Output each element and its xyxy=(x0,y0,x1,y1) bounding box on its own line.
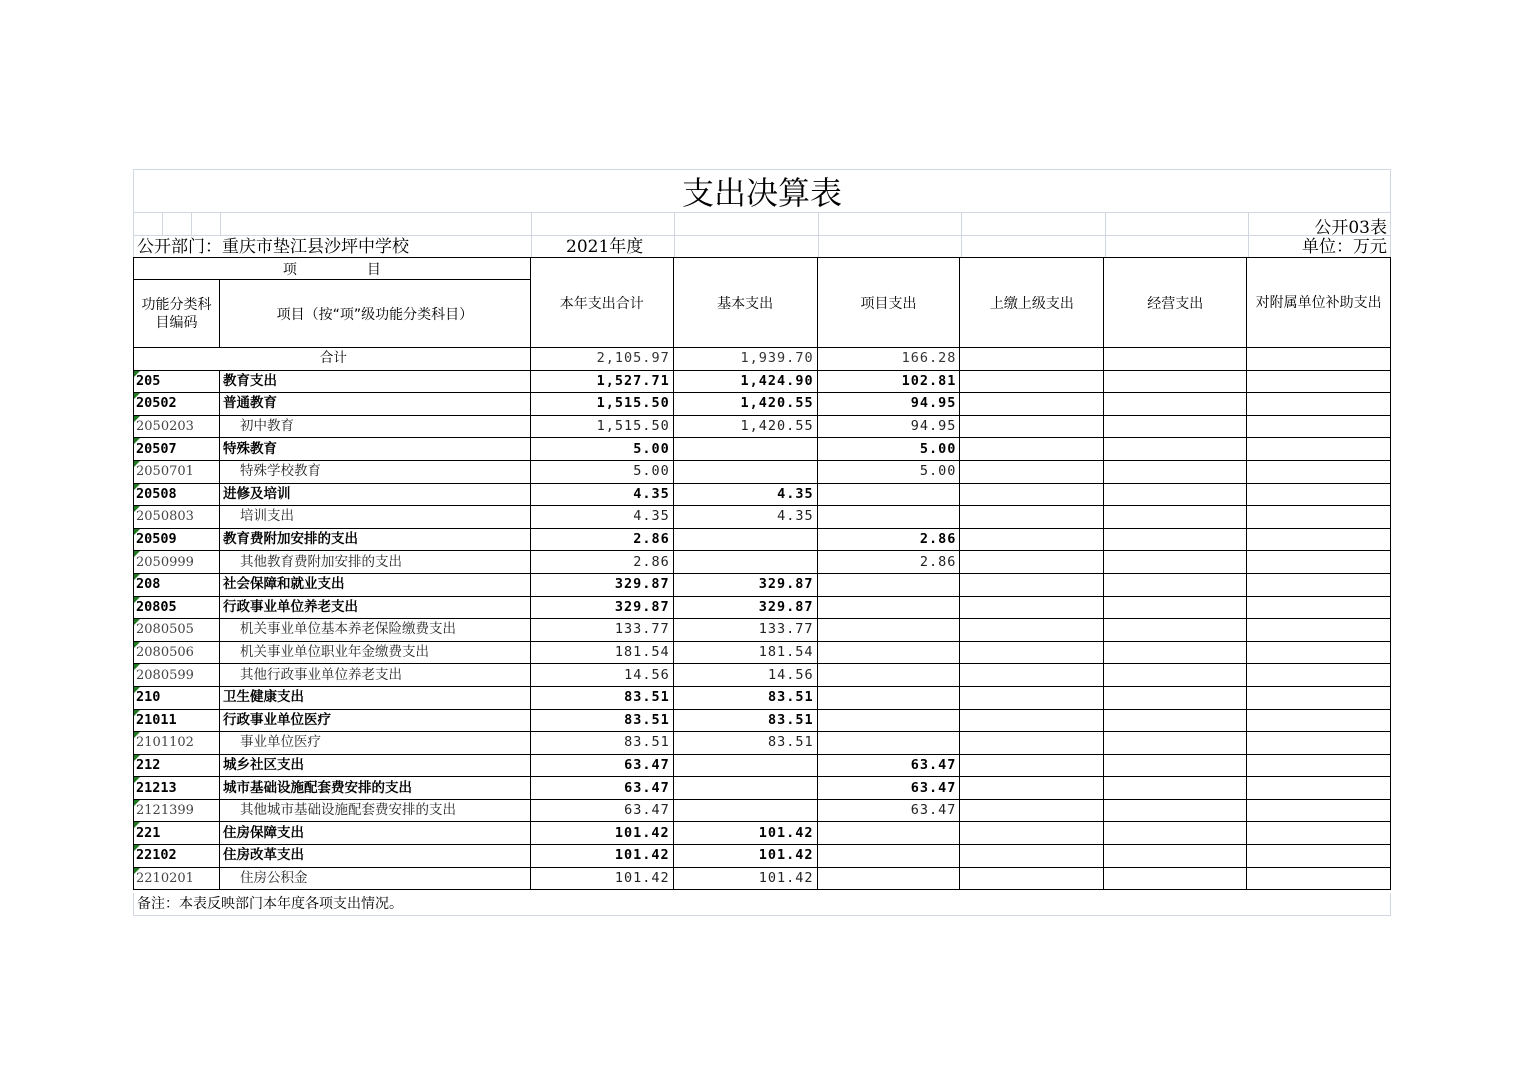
row-total: 101.42 xyxy=(530,845,673,868)
row-subsidy xyxy=(1247,867,1391,890)
row-name: 社会保障和就业支出 xyxy=(219,573,530,596)
row-subsidy xyxy=(1247,641,1391,664)
row-upper xyxy=(960,754,1104,777)
row-business xyxy=(1104,551,1247,574)
row-total: 329.87 xyxy=(530,573,673,596)
row-total: 14.56 xyxy=(530,664,673,687)
row-basic: 181.54 xyxy=(673,641,817,664)
row-business xyxy=(1104,732,1247,755)
row-project xyxy=(817,822,960,845)
row-project xyxy=(817,483,960,506)
row-subsidy xyxy=(1247,619,1391,642)
row-upper xyxy=(960,483,1104,506)
row-code: 20502 xyxy=(134,393,220,416)
total-row xyxy=(134,348,1391,371)
row-basic: 83.51 xyxy=(673,686,817,709)
row-business xyxy=(1104,686,1247,709)
row-basic: 14.56 xyxy=(673,664,817,687)
row-code: 2080599 xyxy=(134,664,220,687)
row-project xyxy=(817,506,960,529)
row-basic: 101.42 xyxy=(673,822,817,845)
row-subsidy xyxy=(1247,822,1391,845)
row-upper xyxy=(960,415,1104,438)
row-name: 特殊学校教育 xyxy=(219,460,530,483)
row-upper xyxy=(960,686,1104,709)
row-project: 63.47 xyxy=(817,777,960,800)
row-total: 63.47 xyxy=(530,799,673,822)
row-business xyxy=(1104,822,1247,845)
table-row xyxy=(134,777,1391,800)
row-project xyxy=(817,664,960,687)
sheet-title: 支出决算表 xyxy=(133,169,1391,212)
row-basic: 1,424.90 xyxy=(673,370,817,393)
row-business xyxy=(1104,664,1247,687)
header-subsidy: 对附属单位补助支出 xyxy=(1247,258,1391,348)
row-upper xyxy=(960,370,1104,393)
row-basic: 101.42 xyxy=(673,845,817,868)
table-row xyxy=(134,754,1391,777)
fiscal-year: 2021年度 xyxy=(566,237,644,257)
row-business xyxy=(1104,393,1247,416)
sub-header-row xyxy=(133,212,1391,238)
table-row xyxy=(134,845,1391,868)
row-code: 205 xyxy=(134,370,220,393)
row-name: 特殊教育 xyxy=(219,438,530,461)
header-basic: 基本支出 xyxy=(673,258,817,348)
table-row xyxy=(134,506,1391,529)
row-subsidy xyxy=(1247,438,1391,461)
row-code: 212 xyxy=(134,754,220,777)
row-project xyxy=(817,641,960,664)
row-business xyxy=(1104,460,1247,483)
header-business: 经营支出 xyxy=(1104,258,1247,348)
row-basic xyxy=(673,777,817,800)
row-upper xyxy=(960,573,1104,596)
table-row xyxy=(134,664,1391,687)
row-business xyxy=(1104,528,1247,551)
row-business xyxy=(1104,754,1247,777)
row-project xyxy=(817,596,960,619)
table-row xyxy=(134,619,1391,642)
table-row xyxy=(134,551,1391,574)
row-code: 2080505 xyxy=(134,619,220,642)
row-project: 2.86 xyxy=(817,551,960,574)
row-subsidy xyxy=(1247,483,1391,506)
row-subsidy xyxy=(1247,596,1391,619)
row-upper xyxy=(960,460,1104,483)
total-sum: 2,105.97 xyxy=(530,348,673,371)
table-row xyxy=(134,438,1391,461)
row-basic: 4.35 xyxy=(673,506,817,529)
row-project: 2.86 xyxy=(817,528,960,551)
expenditure-sheet xyxy=(133,169,1391,916)
row-project xyxy=(817,573,960,596)
row-code: 2050803 xyxy=(134,506,220,529)
row-total: 63.47 xyxy=(530,754,673,777)
table-row xyxy=(134,822,1391,845)
total-subsidy xyxy=(1247,348,1391,371)
row-total: 5.00 xyxy=(530,438,673,461)
row-subsidy xyxy=(1247,528,1391,551)
row-project: 94.95 xyxy=(817,393,960,416)
table-row xyxy=(134,799,1391,822)
row-name: 其他教育费附加安排的支出 xyxy=(219,551,530,574)
row-basic xyxy=(673,799,817,822)
row-project xyxy=(817,619,960,642)
row-total: 83.51 xyxy=(530,686,673,709)
unit-label: 单位：万元 xyxy=(1302,237,1387,257)
row-subsidy xyxy=(1247,777,1391,800)
table-row xyxy=(134,370,1391,393)
row-name: 机关事业单位基本养老保险缴费支出 xyxy=(219,619,530,642)
row-name: 培训支出 xyxy=(219,506,530,529)
row-basic: 329.87 xyxy=(673,573,817,596)
row-subsidy xyxy=(1247,709,1391,732)
row-basic: 83.51 xyxy=(673,709,817,732)
expenditure-table xyxy=(133,257,1391,890)
row-basic: 83.51 xyxy=(673,732,817,755)
row-total: 1,527.71 xyxy=(530,370,673,393)
row-basic xyxy=(673,438,817,461)
row-subsidy xyxy=(1247,460,1391,483)
table-row xyxy=(134,732,1391,755)
row-upper xyxy=(960,867,1104,890)
row-total: 83.51 xyxy=(530,732,673,755)
row-subsidy xyxy=(1247,686,1391,709)
row-business xyxy=(1104,596,1247,619)
row-name: 城市基础设施配套费安排的支出 xyxy=(219,777,530,800)
row-total: 101.42 xyxy=(530,867,673,890)
row-name: 住房保障支出 xyxy=(219,822,530,845)
table-row xyxy=(134,460,1391,483)
row-basic: 101.42 xyxy=(673,867,817,890)
row-code: 2050701 xyxy=(134,460,220,483)
row-project: 5.00 xyxy=(817,460,960,483)
row-name: 行政事业单位医疗 xyxy=(219,709,530,732)
row-upper xyxy=(960,664,1104,687)
row-name: 普通教育 xyxy=(219,393,530,416)
row-code: 21011 xyxy=(134,709,220,732)
row-name: 城乡社区支出 xyxy=(219,754,530,777)
row-code: 21213 xyxy=(134,777,220,800)
table-body xyxy=(134,348,1391,890)
row-total: 4.35 xyxy=(530,506,673,529)
row-name: 机关事业单位职业年金缴费支出 xyxy=(219,641,530,664)
row-code: 20508 xyxy=(134,483,220,506)
row-subsidy xyxy=(1247,551,1391,574)
row-code: 2101102 xyxy=(134,732,220,755)
row-total: 1,515.50 xyxy=(530,415,673,438)
row-basic: 329.87 xyxy=(673,596,817,619)
row-total: 133.77 xyxy=(530,619,673,642)
row-upper xyxy=(960,528,1104,551)
total-upper xyxy=(960,348,1104,371)
row-subsidy xyxy=(1247,506,1391,529)
row-code: 22102 xyxy=(134,845,220,868)
table-row xyxy=(134,415,1391,438)
row-subsidy xyxy=(1247,415,1391,438)
row-code: 20805 xyxy=(134,596,220,619)
row-basic xyxy=(673,551,817,574)
row-code: 2210201 xyxy=(134,867,220,890)
total-project: 166.28 xyxy=(817,348,960,371)
row-total: 2.86 xyxy=(530,528,673,551)
row-total: 83.51 xyxy=(530,709,673,732)
row-business xyxy=(1104,777,1247,800)
row-business xyxy=(1104,573,1247,596)
row-name: 其他行政事业单位养老支出 xyxy=(219,664,530,687)
row-basic xyxy=(673,528,817,551)
row-upper xyxy=(960,641,1104,664)
row-name: 行政事业单位养老支出 xyxy=(219,596,530,619)
row-total: 181.54 xyxy=(530,641,673,664)
row-subsidy xyxy=(1247,845,1391,868)
row-code: 2050203 xyxy=(134,415,220,438)
row-upper xyxy=(960,506,1104,529)
row-upper xyxy=(960,777,1104,800)
row-total: 329.87 xyxy=(530,596,673,619)
table-row xyxy=(134,483,1391,506)
header-upper: 上缴上级支出 xyxy=(960,258,1104,348)
row-code: 2121399 xyxy=(134,799,220,822)
row-name: 住房公积金 xyxy=(219,867,530,890)
row-business xyxy=(1104,641,1247,664)
row-name: 教育费附加安排的支出 xyxy=(219,528,530,551)
row-project: 102.81 xyxy=(817,370,960,393)
row-upper xyxy=(960,732,1104,755)
row-basic xyxy=(673,460,817,483)
row-upper xyxy=(960,551,1104,574)
row-upper xyxy=(960,393,1104,416)
total-business xyxy=(1104,348,1247,371)
row-name: 住房改革支出 xyxy=(219,845,530,868)
row-upper xyxy=(960,822,1104,845)
header-item-group: 项 目 xyxy=(134,258,531,280)
row-total: 63.47 xyxy=(530,777,673,800)
row-basic: 4.35 xyxy=(673,483,817,506)
row-project xyxy=(817,709,960,732)
row-project xyxy=(817,845,960,868)
row-business xyxy=(1104,709,1247,732)
row-upper xyxy=(960,619,1104,642)
row-basic xyxy=(673,754,817,777)
row-total: 101.42 xyxy=(530,822,673,845)
row-code: 221 xyxy=(134,822,220,845)
row-project xyxy=(817,867,960,890)
row-code: 2050999 xyxy=(134,551,220,574)
row-subsidy xyxy=(1247,754,1391,777)
row-project: 5.00 xyxy=(817,438,960,461)
table-row xyxy=(134,393,1391,416)
row-total: 4.35 xyxy=(530,483,673,506)
row-business xyxy=(1104,483,1247,506)
row-upper xyxy=(960,845,1104,868)
table-row xyxy=(134,709,1391,732)
table-note: 备注：本表反映部门本年度各项支出情况。 xyxy=(133,893,1391,916)
row-business xyxy=(1104,799,1247,822)
row-total: 5.00 xyxy=(530,460,673,483)
row-upper xyxy=(960,438,1104,461)
row-name: 教育支出 xyxy=(219,370,530,393)
row-business xyxy=(1104,415,1247,438)
table-row xyxy=(134,686,1391,709)
row-project: 63.47 xyxy=(817,799,960,822)
table-row xyxy=(134,573,1391,596)
row-code: 20509 xyxy=(134,528,220,551)
row-total: 1,515.50 xyxy=(530,393,673,416)
row-upper xyxy=(960,799,1104,822)
row-business xyxy=(1104,506,1247,529)
row-project xyxy=(817,686,960,709)
row-subsidy xyxy=(1247,664,1391,687)
department-label: 公开部门：重庆市垫江县沙坪中学校 xyxy=(137,237,409,257)
total-label: 合计 xyxy=(134,348,531,371)
row-total: 2.86 xyxy=(530,551,673,574)
row-subsidy xyxy=(1247,573,1391,596)
row-name: 事业单位医疗 xyxy=(219,732,530,755)
row-business xyxy=(1104,867,1247,890)
row-project: 63.47 xyxy=(817,754,960,777)
row-project: 94.95 xyxy=(817,415,960,438)
row-code: 208 xyxy=(134,573,220,596)
row-basic: 1,420.55 xyxy=(673,393,817,416)
row-name: 其他城市基础设施配套费安排的支出 xyxy=(219,799,530,822)
row-basic: 1,420.55 xyxy=(673,415,817,438)
row-upper xyxy=(960,709,1104,732)
row-subsidy xyxy=(1247,370,1391,393)
header-name: 项目（按“项”级功能分类科目） xyxy=(219,280,530,348)
row-business xyxy=(1104,845,1247,868)
row-name: 初中教育 xyxy=(219,415,530,438)
row-upper xyxy=(960,596,1104,619)
row-code: 2080506 xyxy=(134,641,220,664)
table-row xyxy=(134,641,1391,664)
header-total: 本年支出合计 xyxy=(530,258,673,348)
row-name: 卫生健康支出 xyxy=(219,686,530,709)
header-code: 功能分类科目编码 xyxy=(134,280,220,348)
row-business xyxy=(1104,370,1247,393)
header-project: 项目支出 xyxy=(817,258,960,348)
row-subsidy xyxy=(1247,393,1391,416)
row-basic: 133.77 xyxy=(673,619,817,642)
row-project xyxy=(817,732,960,755)
row-business xyxy=(1104,619,1247,642)
table-row xyxy=(134,867,1391,890)
row-code: 20507 xyxy=(134,438,220,461)
table-row xyxy=(134,528,1391,551)
row-subsidy xyxy=(1247,732,1391,755)
table-code: 公开03表 xyxy=(1314,218,1387,238)
row-business xyxy=(1104,438,1247,461)
row-code: 210 xyxy=(134,686,220,709)
total-basic: 1,939.70 xyxy=(673,348,817,371)
info-row xyxy=(133,235,1391,257)
table-row xyxy=(134,596,1391,619)
row-name: 进修及培训 xyxy=(219,483,530,506)
row-subsidy xyxy=(1247,799,1391,822)
